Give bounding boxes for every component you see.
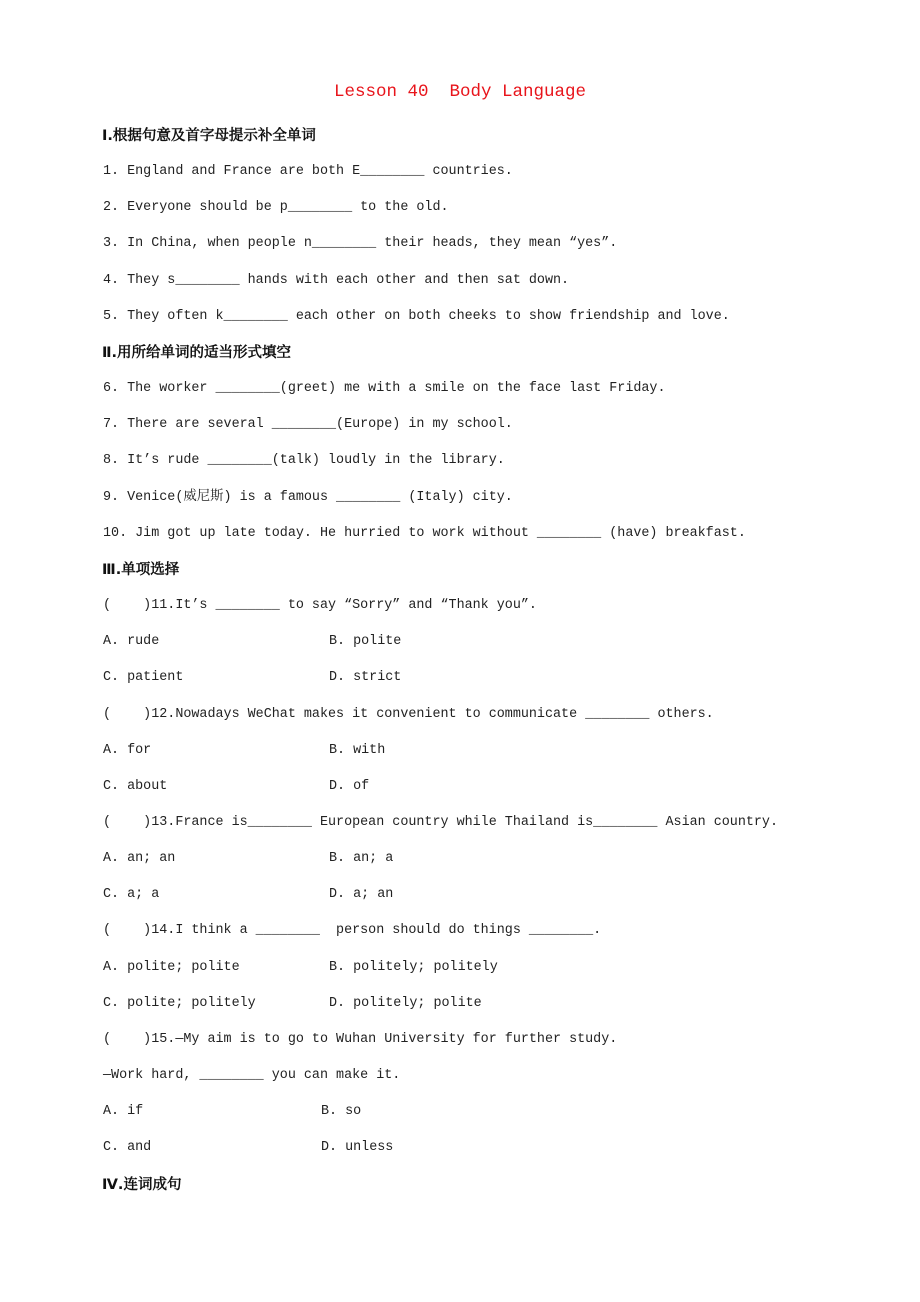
option-a: A. an; an [103, 851, 176, 867]
options-row [103, 950, 880, 986]
question-2: 2. Everyone should be p________ to the old. [103, 200, 449, 216]
question-15: ( )15.—My aim is to go to Wuhan University for further study. [103, 1031, 618, 1047]
question-14: ( )14.I think a ________ person should do things ________. [103, 923, 602, 939]
option-d: D. politely; polite [329, 995, 482, 1011]
question-6: 6. The worker ________(greet) me with a smile on the face last Friday. [103, 381, 666, 397]
question-13: ( )13.France is________ European country while Thailand is________ Asian country. [103, 814, 778, 830]
question-4: 4. They s________ hands with each other and then sat down. [103, 272, 570, 288]
options-row [103, 1130, 880, 1166]
option-a: A. for [103, 742, 152, 758]
options-row [103, 660, 880, 696]
option-a: A. rude [103, 634, 160, 650]
option-b: B. with [329, 742, 386, 758]
options-row [103, 769, 880, 805]
option-c: C. patient [103, 670, 184, 686]
option-c: C. and [103, 1140, 152, 1156]
section-heading-3: Ⅲ.单项选择 [102, 561, 180, 578]
question-9: 9. Venice(威尼斯) is a famous ________ (Italy) city. [103, 489, 513, 505]
question-15-reply: —Work hard, ________ you can make it. [103, 1068, 401, 1084]
option-c: C. a; a [103, 887, 160, 903]
option-d: D. of [329, 778, 370, 794]
section-heading-1: Ⅰ.根据句意及首字母提示补全单词 [102, 128, 316, 144]
option-b: B. polite [329, 634, 402, 650]
options-row [103, 986, 880, 1022]
options-row [103, 624, 880, 660]
page-title: Lesson 40 Body Language [333, 82, 587, 102]
options-row [103, 877, 880, 913]
worksheet-body [103, 118, 880, 1203]
section-heading-2: Ⅱ.用所给单词的适当形式填空 [102, 344, 292, 361]
option-d: D. unless [321, 1140, 394, 1156]
question-8: 8. It’s rude ________(talk) loudly in the library. [103, 453, 505, 469]
option-c: C. polite; politely [103, 995, 256, 1011]
question-5: 5. They often k________ each other on both cheeks to show friendship and love. [103, 308, 730, 324]
question-1: 1. England and France are both E________ countries. [103, 164, 513, 180]
option-a: A. polite; polite [103, 959, 240, 975]
option-b: B. an; a [329, 851, 394, 867]
options-row [103, 1094, 880, 1130]
section-heading-4: Ⅳ.连词成句 [102, 1176, 182, 1193]
option-b: B. so [321, 1104, 362, 1120]
question-10: 10. Jim got up late today. He hurried to work without ________ (have) breakfast. [103, 525, 746, 541]
options-row [103, 841, 880, 877]
option-c: C. about [103, 778, 168, 794]
question-3: 3. In China, when people n________ their heads, they mean “yes”. [103, 236, 618, 252]
option-b: B. politely; politely [329, 959, 498, 975]
option-d: D. a; an [329, 887, 394, 903]
options-row [103, 733, 880, 769]
option-a: A. if [103, 1104, 144, 1120]
question-7: 7. There are several ________(Europe) in my school. [103, 417, 513, 433]
question-12: ( )12.Nowadays WeChat makes it convenient to communicate ________ others. [103, 706, 714, 722]
question-11: ( )11.It’s ________ to say “Sorry” and “Thank you”. [103, 598, 537, 614]
option-d: D. strict [329, 670, 402, 686]
